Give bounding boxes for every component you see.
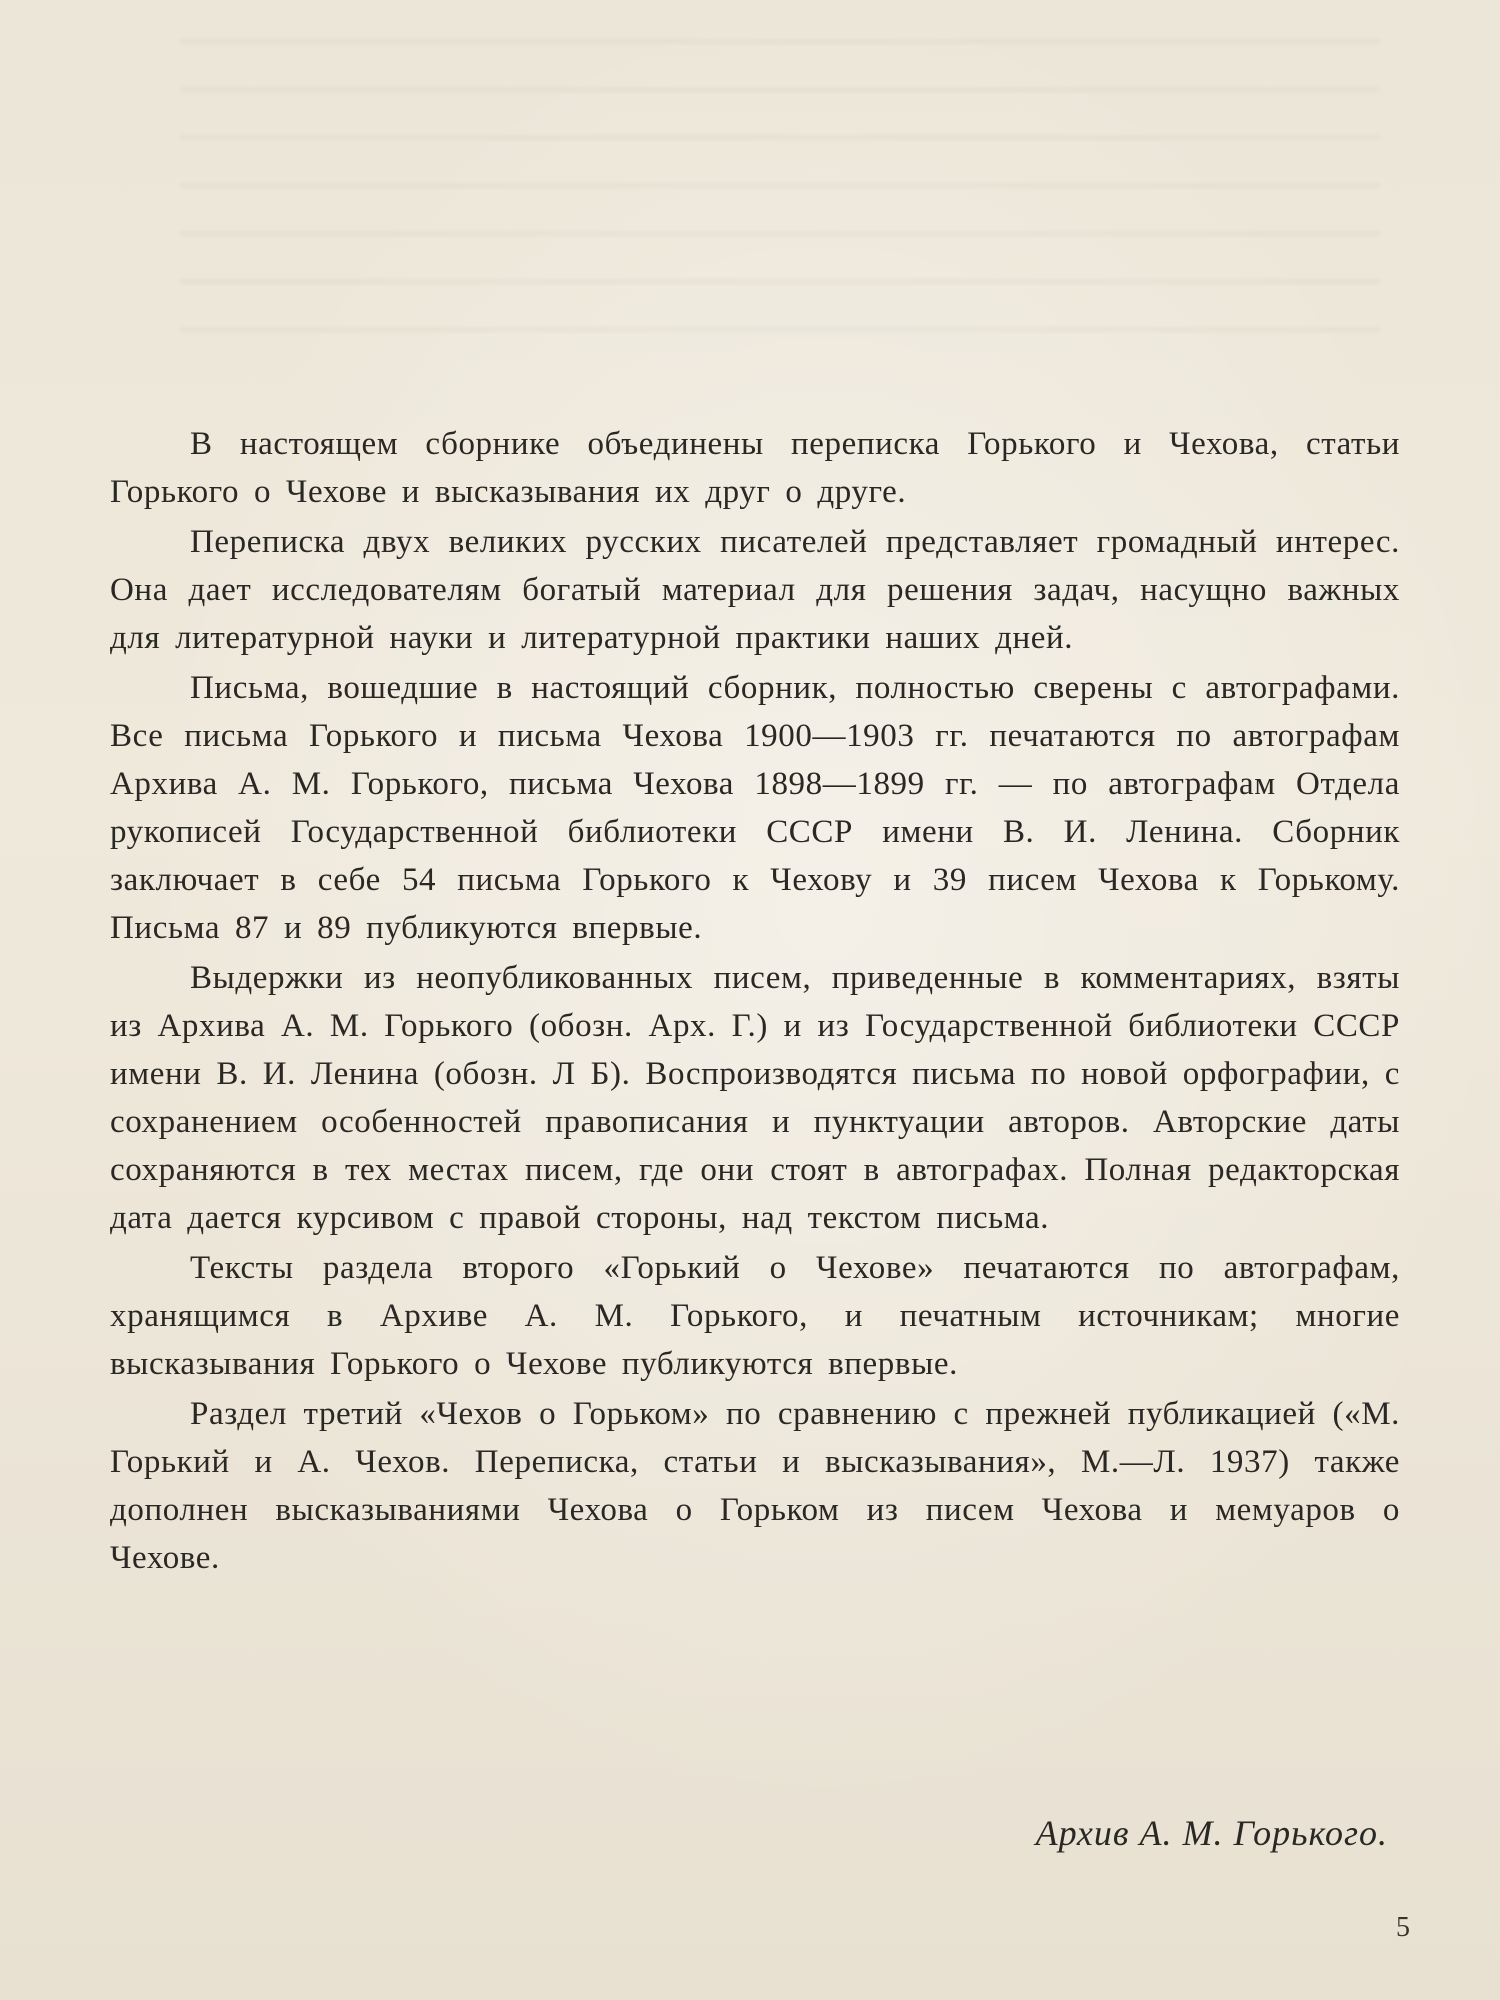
show-through-text xyxy=(180,40,1380,370)
paragraph-6: Раздел третий «Чехов о Горьком» по сравнению с прежней публикацией («М. Горький и А. Чехов. Переписка, статьи и высказывания», М.—Л. 1937) также дополнен высказываниями Чехова о Горьком из писем Чехова и мемуаров о Чехове. xyxy=(110,1396,1400,1576)
paragraph-5: Тексты раздела второго «Горький о Чехове» печатаются по автографам, хранящимся в Архиве А. М. Горького, и печатным источникам; многие высказывания Горького о Чехове публикуются впервые. xyxy=(110,1250,1400,1382)
paragraph-1: В настоящем сборнике объединены переписка Горького и Чехова, статьи Горького о Чехове и высказывания их друг о друге. xyxy=(110,426,1400,510)
paragraph-3: Письма, вошедшие в настоящий сборник, полностью сверены с автографами. Все письма Горького и письма Чехова 1900—1903 гг. печатаются по автографам Архива А. М. Горького, письма Чехова 1898—1899 гг. — по автографам Отдела рукописей Государственной библиотеки СССР имени В. И. Ленина. Сборник заключает в себе 54 письма Горького к Чехову и 39 писем Чехова к Горькому. Письма 87 и 89 публикуются впервые. xyxy=(110,670,1400,946)
paragraph-4: Выдержки из неопубликованных писем, приведенные в комментариях, взяты из Архива А. М. Горького (обозн. Арх. Г.) и из Государственной библиотеки СССР имени В. И. Ленина (обозн. Л Б). Воспроизводятся письма по новой орфографии, с сохранением особенностей правописания и пунктуации авторов. Авторские даты сохраняются в тех местах писем, где они стоят в автографах. Полная редакторская дата дается курсивом с правой стороны, над текстом письма. xyxy=(110,960,1400,1236)
signature: Архив А. М. Горького. xyxy=(1035,1813,1388,1853)
page-number: 5 xyxy=(1396,1912,1410,1943)
paragraph-2: Переписка двух великих русских писателей представляет громадный интерес. Она дает исследователям богатый материал для решения задач, насущно важных для литературной науки и литературной практики наших дней. xyxy=(110,524,1400,656)
preface-text xyxy=(110,420,1400,1582)
